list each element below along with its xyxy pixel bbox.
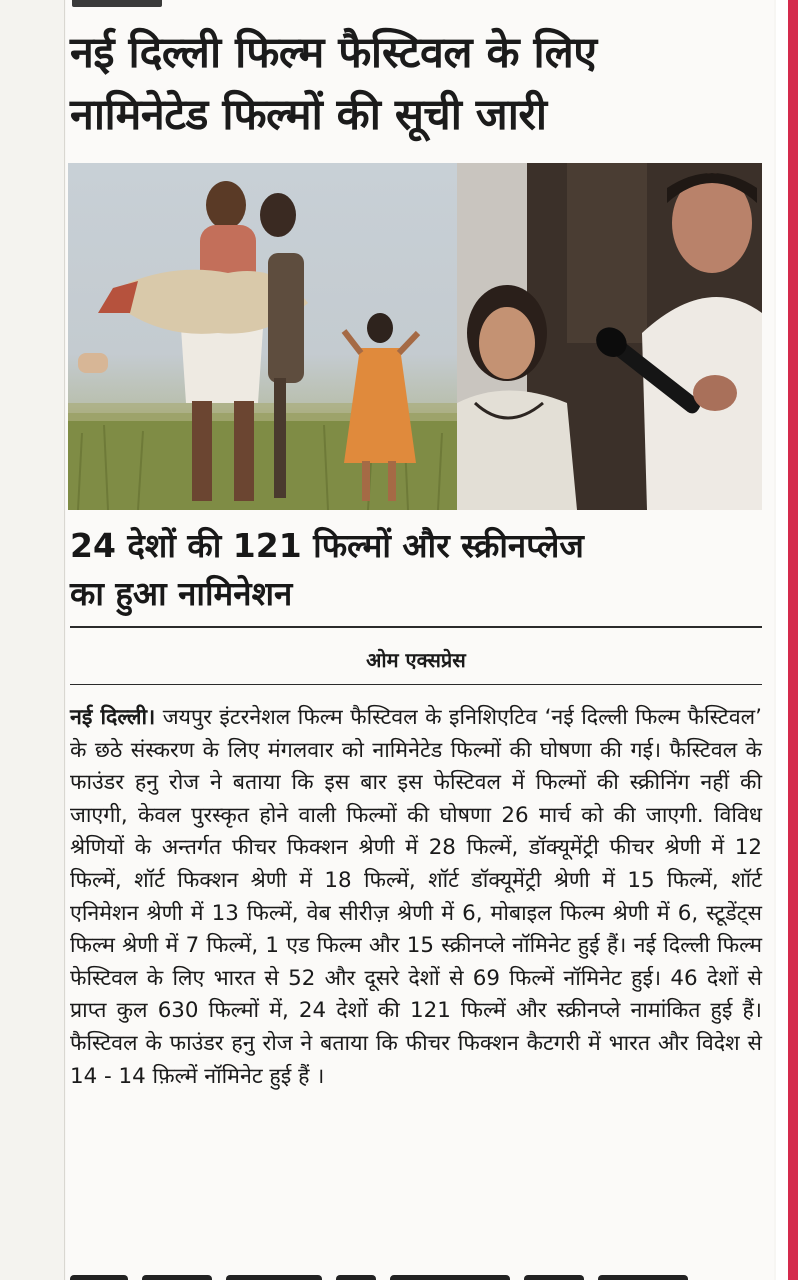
subheadline-line-2: का हुआ नामिनेशन: [70, 574, 293, 613]
dateline: नई दिल्ली।: [70, 705, 156, 730]
headline-line-2: नामिनेटेड फिल्मों की सूची जारी: [70, 90, 547, 140]
subheadline-line-1: 24 देशों की 121 फिल्मों और स्क्रीनप्लेज: [70, 526, 584, 565]
left-page-margin: [0, 0, 65, 1280]
red-accent-strip: [788, 0, 798, 1280]
article-body: [70, 702, 762, 1093]
microphone-scene-illustration: [457, 163, 762, 510]
byline: ओम एक्सप्रेस: [366, 648, 466, 672]
headline-line-1: नई दिल्ली फिल्म फैस्टिवल के लिए: [70, 28, 597, 78]
film-still-field-photo: [68, 163, 457, 510]
film-still-microphone-photo: [457, 163, 762, 510]
divider-top: [70, 626, 762, 628]
subheadline: [70, 522, 770, 618]
divider-bottom: [70, 684, 762, 685]
clipped-top-text: [72, 0, 162, 7]
field-scene-illustration: [68, 163, 457, 510]
headline: [70, 22, 770, 146]
clipped-bottom-text: [70, 1270, 762, 1280]
article-body-text: जयपुर इंटरनेशल फिल्म फैस्टिवल के इनिशिएटिव ‘नई दिल्ली फिल्म फैस्टिवल’ के छठे संस्करण के लिए मंगलवार को नामिनेटेड फिल्मों की घोषणा की गई। फैस्टिवल के फाउंडर हनु रोज ने बताया कि इस बार इस फेस्टिवल में फिल्मों की स्क्रीनिंग नहीं की जाएगी, केवल पुरस्कृत होने वाली फिल्मों की घोषणा 26 मार्च को की जाएगी. विविध श्रेणियों के अन्तर्गत फीचर फिक्शन श्रेणी में 28 फिल्में, डॉक्यूमेंट्री फीचर श्रेणी में 12 फिल्में, शॉर्ट फिक्शन श्रेणी में 18 फिल्में, शॉर्ट डॉक्यूमेंट्री श्रेणी में 15 फिल्में, शॉर्ट एनिमेशन श्रेणी में 13 फिल्में, वेब सीरीज़ श्रेणी में 6, मोबाइल फिल्म श्रेणी में 6, स्टूडेंट्स फिल्म श्रेणी में 7 फिल्में, 1 एड फिल्म और 15 स्क्रीनप्ले नॉमिनेट हुई हैं। नई दिल्ली फिल्म फेस्टिवल के लिए भारत से 52 और दूसरे देशों से 69 फिल्में नॉमिनेट हुई। 46 देशों से प्राप्त कुल 630 फिल्मों में, 24 देशों की 121 फिल्में और स्क्रीनप्ले नामांकित हुई हैं। फैस्टिवल के फाउंडर हनु रोज ने बताया कि फीचर फिक्शन कैटगरी में भारत और विदेश से 14 - 14 फ़िल्में नॉमिनेट हुई हैं ।: [70, 705, 762, 1089]
